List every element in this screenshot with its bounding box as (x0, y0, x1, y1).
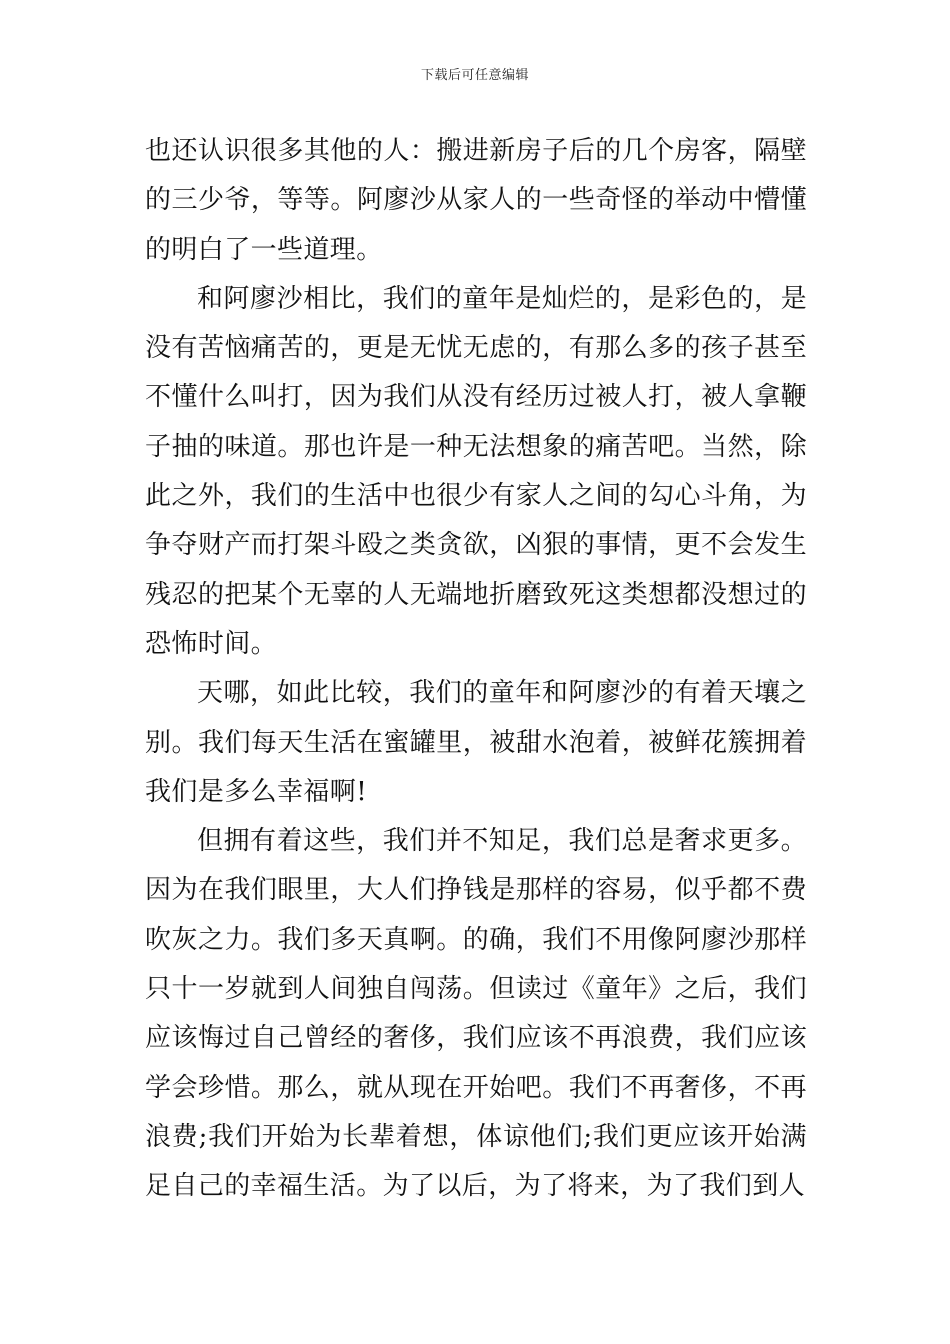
page-header: 下载后可任意编辑 (420, 68, 529, 83)
paragraph-4: 但拥有着这些，我们并不知足，我们总是奢求更多。因为在我们眼里，大人们挣钱是那样的容易，似乎都不费吹灰之力。我们多天真啊。的确，我们不用像阿廖沙那样只十一岁就到人间独自闯荡。但读过《童年》之后，我们应该悔过自己曾经的奢侈，我们应该不再浪费，我们应该学会珍惜。那么，就从现在开始吧。我们不再奢侈，不再浪费;我们开始为长辈着想，体谅他们;我们更应该开始满足自己的幸福生活。为了以后，为了将来，为了我们到人 (145, 826, 807, 1202)
paragraph-2: 和阿廖沙相比，我们的童年是灿烂的，是彩色的，是没有苦恼痛苦的，更是无忧无虑的，有那么多的孩子甚至不懂什么叫打，因为我们从没有经历过被人打，被人拿鞭子抽的味道。那也许是一种无法想象的痛苦吧。当然，除此之外，我们的生活中也很少有家人之间的勾心斗角，为争夺财产而打架斗殴之类贪欲，凶狠的事情，更不会发生残忍的把某个无辜的人无端地折磨致死这类想都没想过的恐怖时间。 (145, 283, 807, 659)
paragraph-3: 天哪，如此比较，我们的童年和阿廖沙的有着天壤之别。我们每天生活在蜜罐里，被甜水泡着，被鲜花簇拥着我们是多么幸福啊! (145, 678, 807, 807)
document-body (145, 127, 807, 1212)
paragraph-1: 也还认识很多其他的人：搬进新房子后的几个房客，隔壁的三少爷，等等。阿廖沙从家人的一些奇怪的举动中懵懂的明白了一些道理。 (145, 136, 807, 265)
